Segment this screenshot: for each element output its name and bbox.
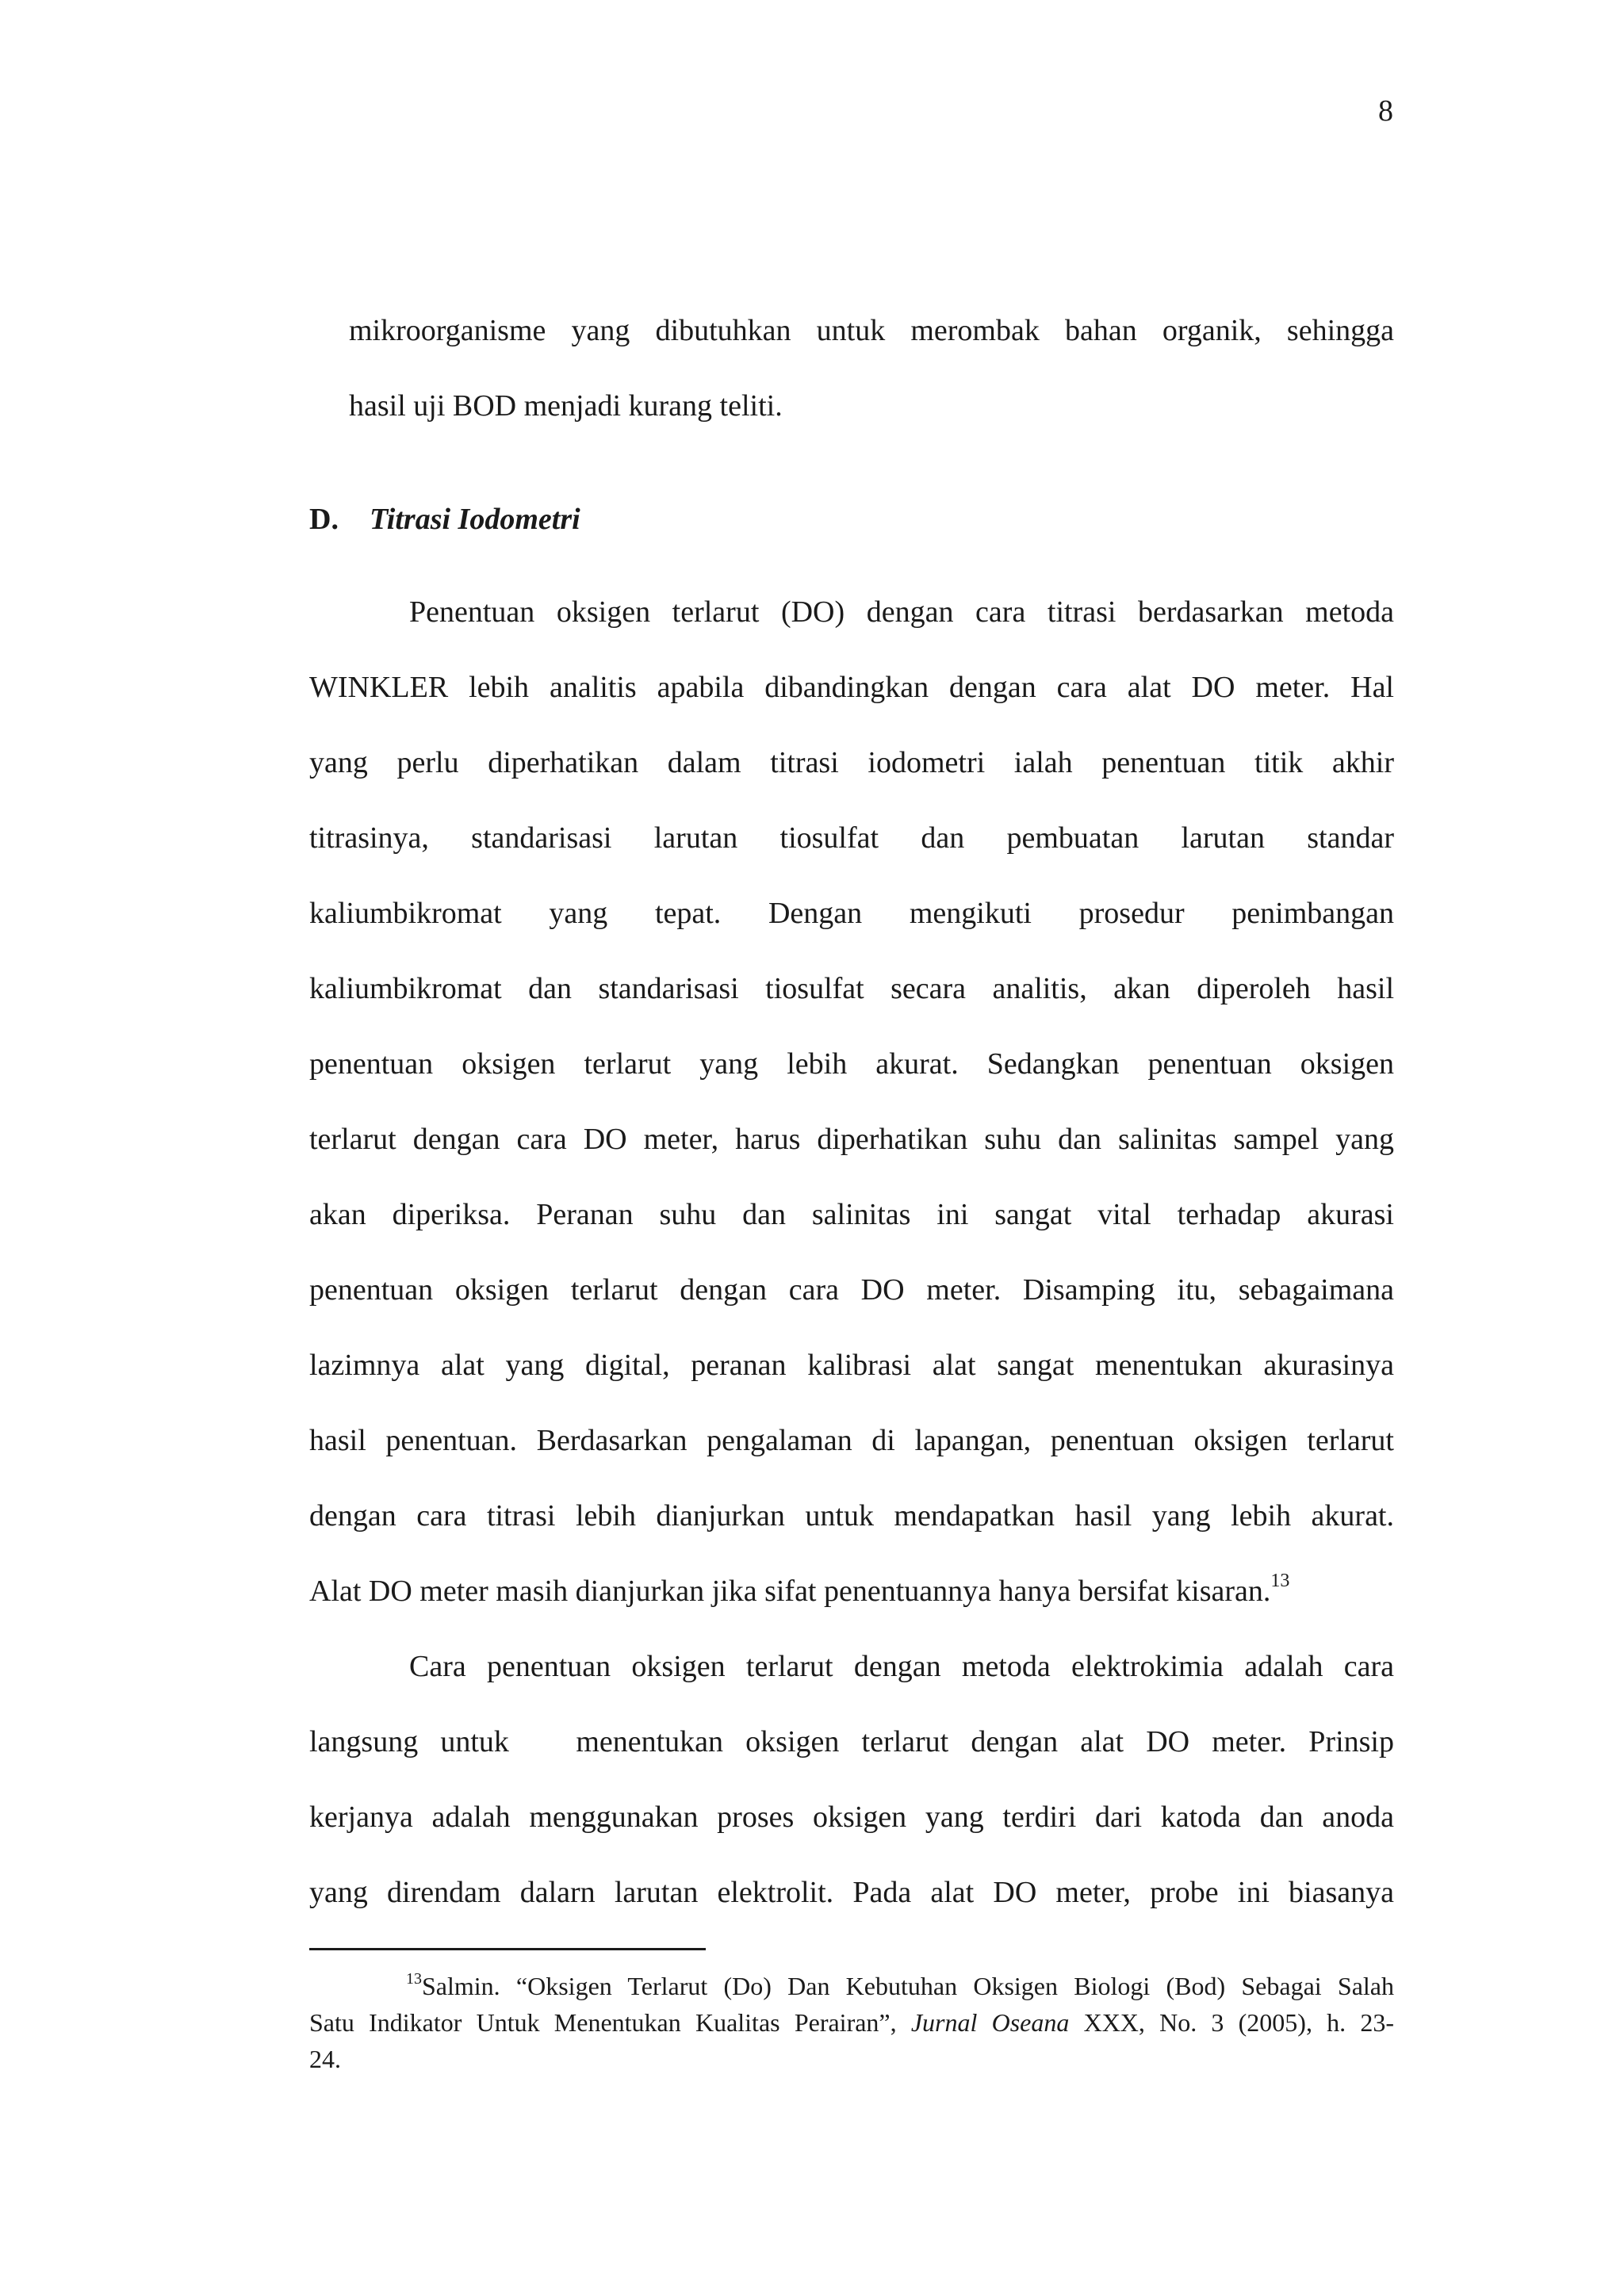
footnote-line bbox=[309, 1968, 1394, 2004]
section-title: Titrasi Iodometri bbox=[370, 503, 580, 536]
footnote-line: 24. bbox=[309, 2045, 341, 2073]
text-line: penentuan oksigen terlarut dengan cara DO meter. Disamping itu, sebagaimana bbox=[309, 1273, 1394, 1307]
footnote-separator bbox=[309, 1948, 706, 1950]
text-line: yang direndam dalarn larutan elektrolit. Pada alat DO meter, probe ini biasanya bbox=[309, 1876, 1394, 1909]
text-line: kaliumbikromat dan standarisasi tiosulfat secara analitis, akan diperoleh hasil bbox=[309, 972, 1394, 1005]
text-line: akan diperiksa. Peranan suhu dan salinitas ini sangat vital terhadap akurasi bbox=[309, 1198, 1394, 1231]
text-line: lazimnya alat yang digital, peranan kalibrasi alat sangat menentukan akurasinya bbox=[309, 1349, 1394, 1382]
text-line: kaliumbikromat yang tepat. Dengan mengikuti prosedur penimbangan bbox=[309, 897, 1394, 930]
page-number: 8 bbox=[1378, 94, 1393, 128]
text-line: yang perlu diperhatikan dalam titrasi iodometri ialah penentuan titik akhir bbox=[309, 746, 1394, 779]
paragraph-2 bbox=[309, 1629, 1394, 1931]
paragraph-1 bbox=[309, 575, 1394, 1629]
text-line: penentuan oksigen terlarut yang lebih akurat. Sedangkan penentuan oksigen bbox=[309, 1047, 1394, 1081]
footnote bbox=[309, 1968, 1394, 2077]
text-line: titrasinya, standarisasi larutan tiosulfat dan pembuatan larutan standar bbox=[309, 821, 1394, 855]
footnote-marker: 13 bbox=[406, 1970, 422, 1988]
footnote-journal: Jurnal Oseana bbox=[910, 2008, 1070, 2037]
text-line: langsung untuk menentukan oksigen terlarut dengan alat DO meter. Prinsip bbox=[309, 1725, 1394, 1758]
footnote-line bbox=[309, 2004, 1394, 2041]
text-line: mikroorganisme yang dibutuhkan untuk merombak bahan organik, sehingga bbox=[349, 314, 1394, 347]
text-line: dengan cara titrasi lebih dianjurkan untuk mendapatkan hasil yang lebih akurat. bbox=[309, 1499, 1394, 1533]
footnote-text: Satu Indikator Untuk Menentukan Kualitas Perairan”, bbox=[309, 2008, 911, 2037]
text-line: WINKLER lebih analitis apabila dibandingkan dengan cara alat DO meter. Hal bbox=[309, 671, 1394, 704]
text-line-content: Alat DO meter masih dianjurkan jika sifat penentuannya hanya bersifat kisaran. bbox=[309, 1575, 1271, 1608]
continuation-paragraph bbox=[309, 293, 1394, 444]
text-line: kerjanya adalah menggunakan proses oksigen yang terdiri dari katoda dan anoda bbox=[309, 1800, 1394, 1834]
section-number: D. bbox=[309, 503, 339, 536]
footnote-text: XXX, No. 3 (2005), h. 23- bbox=[1069, 2008, 1395, 2037]
text-line: hasil uji BOD menjadi kurang teliti. bbox=[349, 389, 783, 423]
text-line: hasil penentuan. Berdasarkan pengalaman di lapangan, penentuan oksigen terlarut bbox=[309, 1424, 1394, 1457]
text-line: terlarut dengan cara DO meter, harus diperhatikan suhu dan salinitas sampel yang bbox=[309, 1123, 1394, 1156]
text-line: Cara penentuan oksigen terlarut dengan metoda elektrokimia adalah cara bbox=[409, 1650, 1394, 1683]
footnote-text: Salmin. “Oksigen Terlarut (Do) Dan Kebutuhan Oksigen Biologi (Bod) Sebagai Salah bbox=[422, 1972, 1394, 2000]
section-heading bbox=[309, 496, 580, 543]
text-line: Penentuan oksigen terlarut (DO) dengan cara titrasi berdasarkan metoda bbox=[409, 595, 1394, 629]
footnote-reference[interactable]: 13 bbox=[1270, 1571, 1290, 1591]
text-line bbox=[309, 1554, 1394, 1629]
